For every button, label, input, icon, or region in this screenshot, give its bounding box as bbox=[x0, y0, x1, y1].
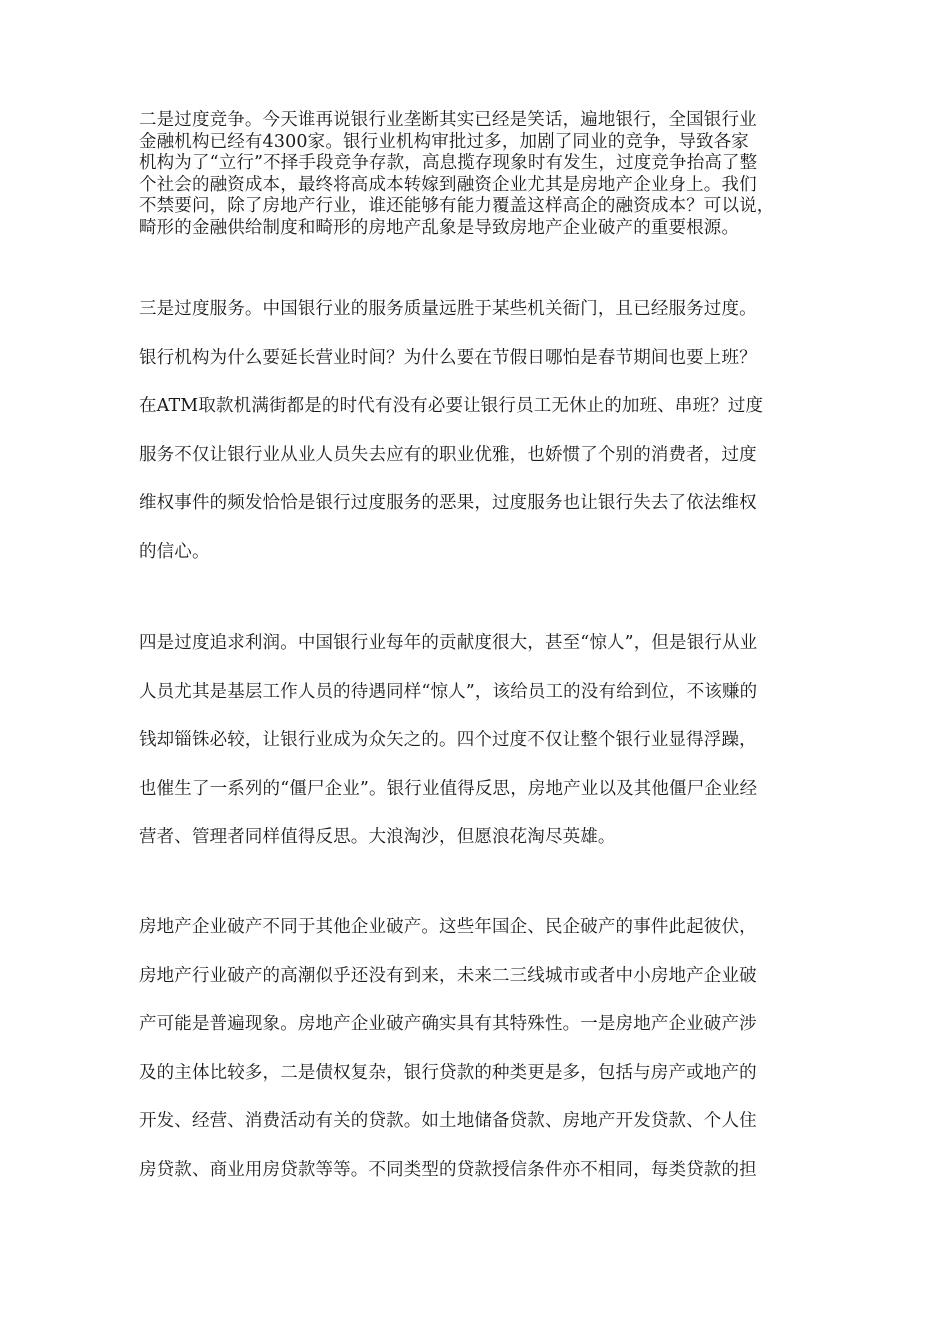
paragraph-excessive-service bbox=[139, 298, 819, 589]
text-line: 服务不仅让银行业从业人员失去应有的职业优雅，也娇惯了个别的消费者，过度 bbox=[139, 444, 757, 465]
text-line: 金融机构已经有4300家。银行业机构审批过多，加剧了同业的竞争，导致各家 bbox=[139, 131, 749, 152]
paragraph-excessive-profit bbox=[139, 632, 819, 875]
text-line: 个社会的融资成本，最终将高成本转嫁到融资企业尤其是房地产企业身上。我们 bbox=[139, 174, 757, 195]
text-line: 钱却锱铢必较，让银行业成为众矢之的。四个过度不仅让整个银行业显得浮躁， bbox=[139, 730, 757, 750]
text-line: 在ATM取款机满街都是的时代有没有必要让银行员工无休止的加班、串班？过度 bbox=[139, 396, 764, 416]
text-line: 畸形的金融供给制度和畸形的房地产乱象是导致房地产企业破产的重要根源。 bbox=[139, 217, 740, 238]
paragraph-excessive-competition bbox=[139, 110, 819, 239]
text-line: 的信心。 bbox=[139, 541, 210, 562]
text-line: 营者、管理者同样值得反思。大浪淘沙，但愿浪花淘尽英雄。 bbox=[139, 827, 616, 847]
text-line: 产可能是普遍现象。房地产企业破产确实具有其特殊性。一是房地产企业破产涉 bbox=[139, 1014, 757, 1034]
text-line: 房贷款、商业用房贷款等等。不同类型的贷款授信条件亦不相同，每类贷款的担 bbox=[139, 1159, 757, 1180]
text-line: 不禁要问，除了房地产行业，谁还能够有能力覆盖这样高企的融资成本？可以说， bbox=[139, 196, 775, 216]
text-line: 人员尤其是基层工作人员的待遇同样“惊人”，该给员工的没有给到位，不该赚的 bbox=[139, 681, 758, 702]
text-line: 也催生了一系列的“僵尸企业”。银行业值得反思，房地产业以及其他僵尸企业经 bbox=[139, 778, 758, 799]
paragraph-real-estate-bankruptcy bbox=[139, 916, 819, 1207]
text-line: 房地产企业破产不同于其他企业破产。这些年国企、民企破产的事件此起彼伏， bbox=[139, 917, 757, 937]
text-line: 机构为了“立行”不择手段竞争存款，高息揽存现象时有发生，过度竞争抬高了整 bbox=[139, 153, 758, 173]
text-line: 及的主体比较多，二是债权复杂，银行贷款的种类更是多，包括与房产或地产的 bbox=[139, 1062, 757, 1083]
text-line: 三是过度服务。中国银行业的服务质量远胜于某些机关衙门，且已经服务过度。 bbox=[139, 299, 757, 319]
text-line: 四是过度追求利润。中国银行业每年的贡献度很大，甚至“惊人”，但是银行从业 bbox=[139, 633, 758, 653]
text-line: 开发、经营、消费活动有关的贷款。如土地储备贷款、房地产开发贷款、个人住 bbox=[139, 1111, 757, 1131]
text-line: 房地产行业破产的高潮似乎还没有到来，未来二三线城市或者中小房地产企业破 bbox=[139, 965, 757, 986]
text-line: 二是过度竞争。今天谁再说银行业垄断其实已经是笑话，遍地银行，全国银行业 bbox=[139, 110, 757, 130]
text-line: 银行机构为什么要延长营业时间？为什么要在节假日哪怕是春节期间也要上班？ bbox=[139, 347, 757, 368]
text-line: 维权事件的频发恰恰是银行过度服务的恶果，过度服务也让银行失去了依法维权 bbox=[139, 493, 757, 513]
